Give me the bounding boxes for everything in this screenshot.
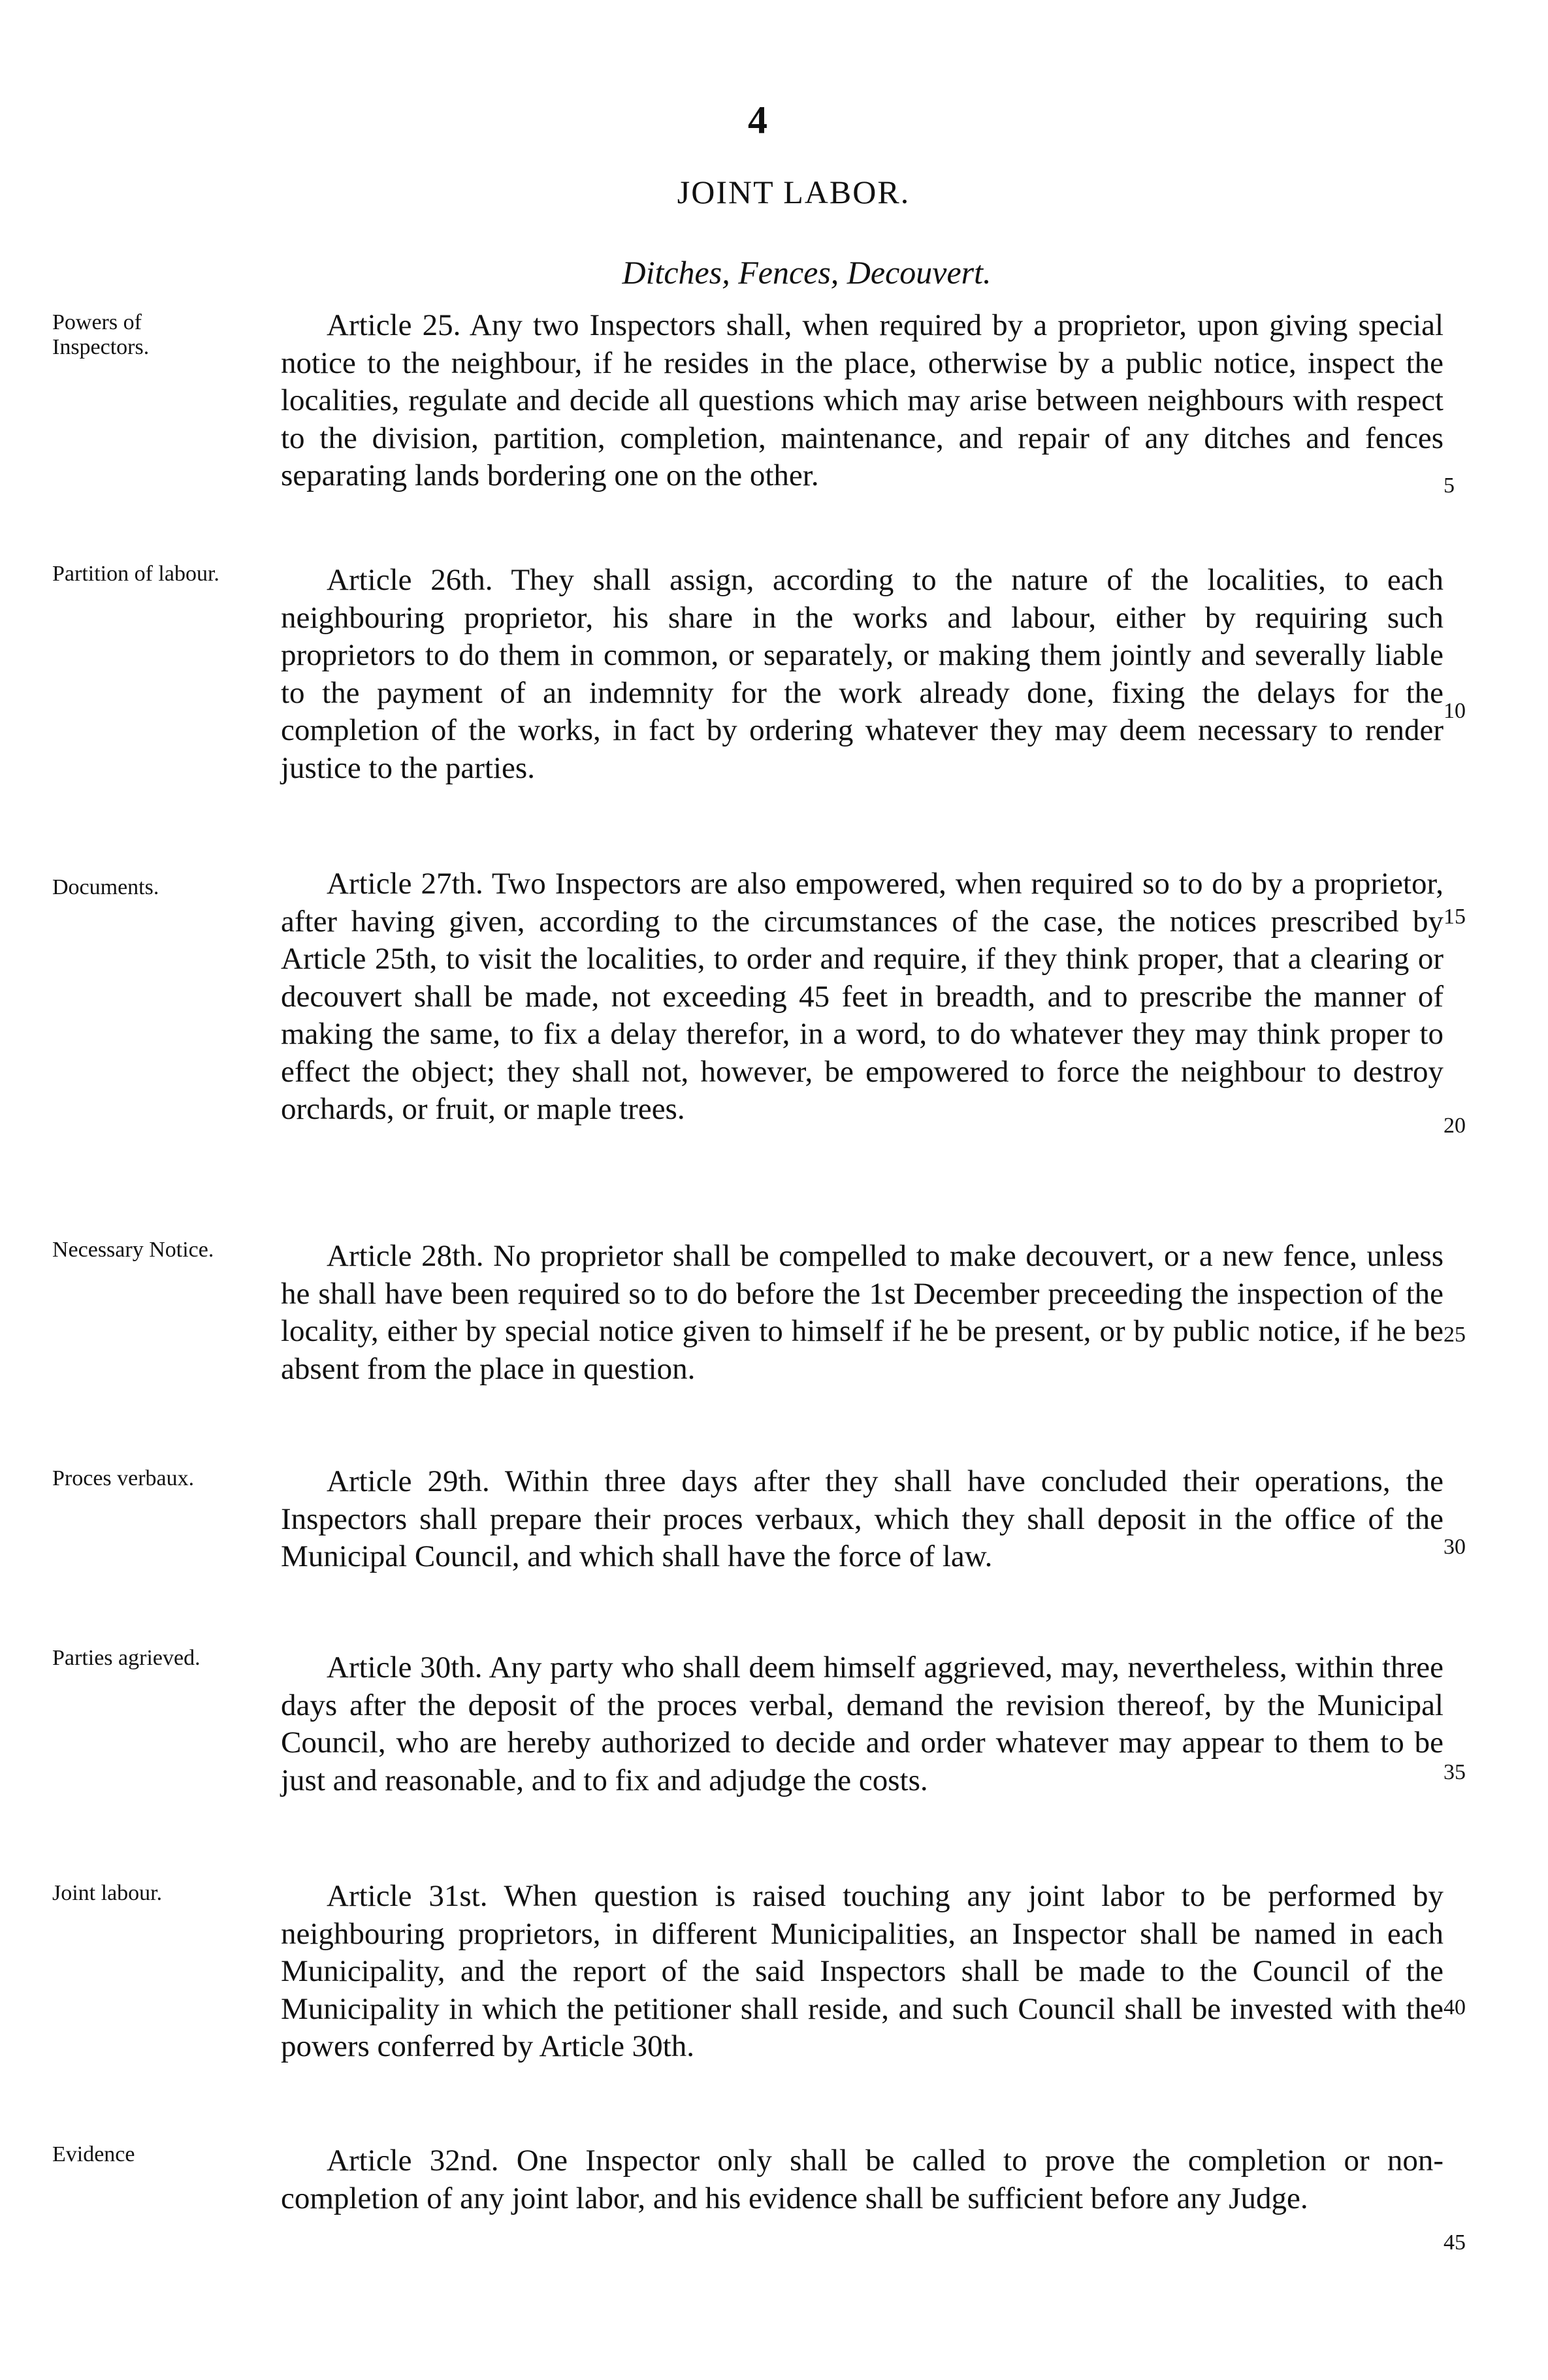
line-number: 5 (1443, 474, 1455, 498)
article-lead: Article 29th. (327, 1464, 490, 1498)
line-number: 40 (1443, 1995, 1466, 2019)
page-number: 4 (748, 99, 767, 142)
side-note-partition: Partition of labour. (52, 562, 219, 586)
article-text: One Inspector only shall be called to prove the completion or non-completion of any joint labor, and his evidence shall be sufficient before any Judge. (281, 2144, 1443, 2215)
section-subtitle: Ditches, Fences, Decouvert. (622, 254, 992, 291)
article-lead: Article 25. (327, 308, 461, 342)
article-25 (281, 307, 1443, 495)
article-30 (281, 1649, 1443, 1799)
article-32 (281, 2142, 1443, 2217)
article-text: Any party who shall deem himself aggrieved, may, nevertheless, within three days after the deposit of the proces verbal, demand the revision thereof, by the Municipal Council, who are hereby authorized to decide and order whatever may appear to them to be just and reasonable, and to fix and adjudge the costs. (281, 1650, 1443, 1797)
article-lead: Article 30th. (327, 1650, 483, 1684)
side-note-joint-labour: Joint labour. (52, 1881, 163, 1905)
page-title: JOINT LABOR. (677, 174, 911, 210)
line-number: 15 (1443, 905, 1466, 929)
article-text: Two Inspectors are also empowered, when required so to do by a proprietor, after having given, according to the circumstances of the case, the notices prescribed by Article 25th, to visit the localities, to order and require, if they think proper, that a clearing or decouvert shall be made, not exceeding 45 feet in breadth, and to prescribe the manner of making the same, to fix a delay therefor, in a word, to do whatever they may think proper to effect the object; they shall not, however, be empowered to force the neighbour to destroy orchards, or fruit, or maple trees. (281, 867, 1443, 1126)
side-note-documents: Documents. (52, 875, 159, 899)
article-lead: Article 31st. (327, 1879, 488, 1913)
line-number: 35 (1443, 1760, 1466, 1784)
article-29 (281, 1463, 1443, 1576)
article-text: Any two Inspectors shall, when required by a proprietor, upon giving special notice to the neighbour, if he resides in the place, otherwise by a public notice, inspect the localities, regulate and decide all questions which may arise between neighbours with respect to the division, partition, completion, maintenance, and repair of any ditches and fences separating lands bordering one on the other. (281, 308, 1443, 492)
article-lead: Article 26th. (327, 563, 493, 597)
side-note-powers: Powers of Inspectors. (52, 310, 150, 359)
article-text: No proprietor shall be compelled to make decouvert, or a new fence, unless he shall have been required so to do before the 1st December preceeding the inspection of the locality, either by special notice given to himself if he be present, or by public notice, if he be absent from the place in question. (281, 1239, 1443, 1386)
line-number: 45 (1443, 2230, 1466, 2255)
article-31 (281, 1878, 1443, 2066)
side-note-necessary-notice: Necessary Notice. (52, 1238, 214, 1262)
line-number: 10 (1443, 699, 1466, 723)
article-27 (281, 865, 1443, 1129)
side-note-evidence: Evidence (52, 2142, 135, 2166)
side-note-proces-verbaux: Proces verbaux. (52, 1466, 195, 1490)
article-lead: Article 32nd. (327, 2144, 499, 2178)
side-note-parties-agrieved: Parties agrieved. (52, 1646, 201, 1670)
line-number: 30 (1443, 1535, 1466, 1559)
article-text: Within three days after they shall have concluded their operations, the Inspectors shall prepare their proces verbaux, which they shall deposit in the office of the Municipal Council, and which shall have the force of law. (281, 1464, 1443, 1573)
line-number: 20 (1443, 1114, 1466, 1138)
article-text: When question is raised touching any joint labor to be performed by neighbouring proprietors, in different Municipalities, an Inspector shall be named in each Municipality, and the report of the said Inspectors shall be made to the Council of the Municipality in which the petitioner shall reside, and such Council shall be invested with the powers conferred by Article 30th. (281, 1879, 1444, 2063)
article-text: They shall assign, according to the nature of the localities, to each neighbouring proprietor, his share in the works and labour, either by requiring such proprietors to do them in common, or separately, or making them jointly and severally liable to the payment of an indemnity for the work already done, fixing the delays for the completion of the works, in fact by ordering whatever they may deem necessary to render justice to the parties. (281, 563, 1443, 785)
article-28 (281, 1238, 1443, 1388)
article-lead: Article 28th. (327, 1239, 484, 1273)
article-lead: Article 27th. (327, 867, 483, 901)
line-number: 25 (1443, 1323, 1466, 1347)
article-26 (281, 562, 1443, 787)
